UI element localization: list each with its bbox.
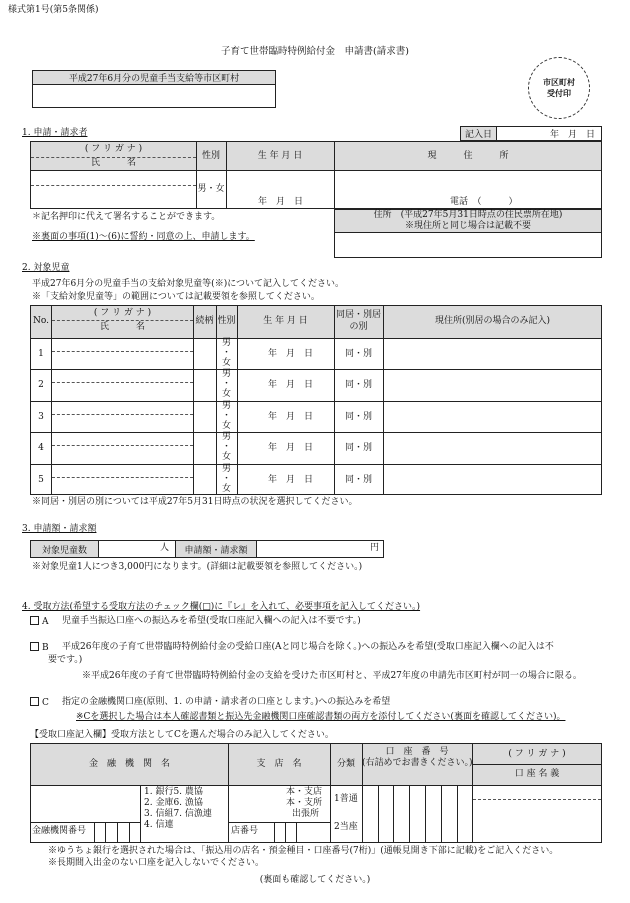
branch-code-label: 店番号 [231, 826, 259, 836]
child-row-no: 2 [38, 380, 44, 390]
option-c-label: C [42, 698, 49, 708]
option-b[interactable] [30, 642, 49, 654]
option-b-label: B [42, 643, 49, 653]
child-gender-male[interactable]: 男 [221, 464, 231, 474]
option-b-text1: 平成26年度の子育て世帯臨時特例給付金の受給口座(Aと同じ場合を除く。)への振込みを希望(受取口座記入欄への記入は不 [62, 642, 554, 652]
child-furigana-field[interactable] [52, 402, 193, 414]
bank-code-label: 金融機関番号 [32, 826, 87, 836]
child-dob[interactable]: 年 月 日 [268, 475, 314, 485]
residence-line2: ※現住所と同じ場合は記載不要 [404, 221, 531, 231]
residence-field[interactable] [334, 232, 602, 258]
child-dob[interactable]: 年 月 日 [268, 380, 314, 390]
form-number: 様式第1号(第5条関係) [8, 5, 99, 15]
account-type-current[interactable]: 2当座 [334, 822, 358, 832]
option-c-note: ※Cを選択した場合は本人確認書類と振込先金融機関口座確認書類の両方を添付してください(裏面を確認してください)。 [76, 712, 566, 722]
applicant-name-field[interactable] [31, 186, 196, 208]
child-gender-female[interactable]: 女 [221, 484, 231, 494]
stamp-line2: 受付印 [547, 88, 571, 98]
child-cohabitation[interactable]: 同・別 [344, 475, 372, 485]
applicant-gender-label: 性別 [201, 151, 220, 161]
seal-note: ＊記名押印に代えて署名することができます。 [32, 212, 221, 222]
holder-name-field[interactable] [473, 800, 601, 842]
stamp-line1: 市区町村 [543, 77, 575, 87]
child-gender-sep: ・ [221, 411, 231, 421]
child-dob[interactable]: 年 月 日 [268, 349, 314, 359]
option-b-checkbox[interactable] [30, 642, 39, 651]
applicant-address-label: 現 住 所 [427, 151, 509, 161]
col-dob: 生 年 月 日 [263, 316, 308, 326]
account-heading: 【受取口座記入欄】受取方法としてCを選んだ場合のみ記入してください。 [30, 730, 334, 740]
holder-furigana-field[interactable] [473, 786, 601, 799]
child-address-field[interactable] [384, 339, 601, 368]
child-cohabitation[interactable]: 同・別 [344, 380, 372, 390]
option-b-note: ※平成26年度の子育て世帯臨時特例給付金の支給を受けた市区町村と、平成27年度の申請先市区町村が同一の場合に限る。 [82, 671, 582, 681]
col-cohabitation: 同居・別居の別 [335, 310, 381, 332]
branch-type-3: 出張所 [292, 809, 320, 819]
child-furigana-field[interactable] [52, 339, 193, 351]
child-address-field[interactable] [384, 402, 601, 431]
amount-note: ※対象児童1人につき3,000円になります。(詳細は記載要領を参照してください。) [32, 562, 363, 572]
account-type-ordinary[interactable]: 1普通 [334, 794, 358, 804]
branch-type-2: 本・支所 [286, 798, 323, 808]
branch-type-1: 本・支店 [286, 787, 323, 797]
child-name-field[interactable] [52, 352, 193, 368]
bank-type-2: 2. 金庫6. 漁協 [144, 798, 203, 808]
bank-type-1: 1. 銀行5. 農協 [144, 787, 203, 797]
child-furigana-field[interactable] [52, 433, 193, 445]
child-row-no: 3 [38, 412, 44, 422]
col-account-number-note: (右詰めでお書きください。) [362, 758, 473, 768]
section2-heading: 2. 対象児童 [22, 263, 70, 273]
child-dob[interactable]: 年 月 日 [268, 412, 314, 422]
child-furigana-field[interactable] [52, 465, 193, 477]
child-name-field[interactable] [52, 446, 193, 462]
child-relationship-field[interactable] [194, 339, 216, 368]
entry-date-label: 記入日 [460, 126, 497, 141]
section1-heading: 1. 申請・請求者 [22, 128, 88, 138]
child-cohabitation[interactable]: 同・別 [344, 443, 372, 453]
section4-heading: 4. 受取方法(希望する受取方法のチェック欄(□)に『レ』を入れて、必要事項を記入してください。) [22, 602, 421, 612]
child-relationship-field[interactable] [194, 433, 216, 462]
applicant-phone[interactable]: 電話 （ ） [450, 197, 518, 207]
child-gender-male[interactable]: 男 [221, 338, 231, 348]
agreement-note: ※裏面の事項(1)～(6)に誓約・同意の上、申請します。 [32, 232, 255, 242]
amount-label: 申請額・請求額 [176, 541, 256, 557]
col-furigana: ( フ リ ガ ナ ) [93, 308, 152, 318]
applicant-name-label: 氏 名 [90, 158, 136, 168]
option-a-text: 児童手当振込口座への振込みを希望(受取口座記入欄への記入は不要です。) [62, 616, 361, 626]
child-gender-sep: ・ [221, 442, 231, 452]
branch-name-field[interactable] [229, 786, 279, 822]
option-c[interactable] [30, 697, 49, 709]
child-gender-female[interactable]: 女 [221, 358, 231, 368]
municipality-field[interactable] [32, 84, 276, 108]
child-gender-female[interactable]: 女 [221, 452, 231, 462]
option-a-checkbox[interactable] [30, 616, 39, 625]
branch-code-field[interactable] [275, 823, 330, 842]
children-intro1: 平成27年6月分の児童手当の支給対象児童等(※)について記入してください。 [32, 279, 345, 289]
child-count-label: 対象児童数 [31, 541, 98, 557]
option-a[interactable] [30, 616, 49, 628]
amount-field[interactable]: 円 [370, 543, 380, 553]
child-gender-sep: ・ [221, 379, 231, 389]
col-holder-name: 口 座 名 義 [514, 769, 560, 779]
child-gender-male[interactable]: 男 [221, 432, 231, 442]
bank-type-3: 3. 信組7. 信漁連 [144, 809, 212, 819]
option-a-label: A [42, 617, 49, 627]
col-name: 氏 名 [99, 322, 145, 332]
child-cohabitation[interactable]: 同・別 [344, 412, 372, 422]
child-gender-female[interactable]: 女 [221, 389, 231, 399]
child-count-field[interactable]: 人 [160, 543, 170, 553]
bank-code-field[interactable] [95, 823, 140, 842]
col-relationship: 続柄 [195, 316, 214, 326]
residence-line1: 住所 (平成27年5月31日時点の住民票所在地) [373, 210, 563, 220]
applicant-address-field[interactable] [335, 171, 601, 195]
child-relationship-field[interactable] [194, 402, 216, 431]
child-address-field[interactable] [384, 433, 601, 462]
col-branch-name: 支 店 名 [256, 759, 302, 769]
option-c-checkbox[interactable] [30, 697, 39, 706]
form-title: 子育て世帯臨時特例給付金 申請書(請求書) [221, 46, 409, 57]
municipality-header: 平成27年6月分の児童手当支給等市区町村 [32, 70, 276, 85]
child-name-field[interactable] [52, 478, 193, 494]
children-intro2: ※「支給対象児童等」の範囲については記載要領を参照してください。 [32, 292, 320, 302]
child-gender-male[interactable]: 男 [221, 369, 231, 379]
section3-heading: 3. 申請額・請求額 [22, 524, 97, 534]
child-row-no: 1 [38, 349, 44, 359]
applicant-gender-value[interactable]: 男・女 [197, 184, 225, 194]
child-row-no: 5 [38, 475, 44, 485]
child-furigana-field[interactable] [52, 370, 193, 382]
child-gender-female[interactable]: 女 [221, 421, 231, 431]
applicant-dob-value[interactable]: 年 月 日 [258, 197, 304, 207]
col-account-number: 口 座 番 号 [385, 747, 449, 757]
child-relationship-field[interactable] [194, 370, 216, 399]
col-account-type: 分類 [336, 759, 355, 769]
applicant-dob-label: 生 年 月 日 [257, 151, 303, 161]
option-c-text: 指定の金融機関口座(原則、1. の申請・請求者の口座とします。)への振込みを希望 [62, 697, 391, 707]
child-gender-sep: ・ [221, 474, 231, 484]
child-name-field[interactable] [52, 383, 193, 399]
cohabitation-note: ※同居・別居の別については平成27年5月31日時点の状況を選択してください。 [32, 497, 358, 507]
col-child-address: 現住所(別居の場合のみ記入) [434, 316, 551, 326]
child-relationship-field[interactable] [194, 465, 216, 494]
applicant-furigana-label: ( フ リ ガ ナ ) [84, 144, 143, 154]
entry-date-field[interactable]: 年 月 日 [496, 126, 602, 141]
child-dob[interactable]: 年 月 日 [268, 443, 314, 453]
bank-name-field[interactable] [31, 786, 141, 822]
reception-stamp [528, 57, 590, 119]
yucho-note: ※ゆうちょ銀行を選択された場合は、「振込用の店名・預金種目・口座番号(7桁)」(通帳見開き下部に記載)をご記入ください。 [48, 846, 559, 856]
col-no: No. [33, 316, 49, 326]
child-cohabitation[interactable]: 同・別 [344, 349, 372, 359]
child-gender-sep: ・ [221, 348, 231, 358]
footer-note: (裏面も確認してください。) [259, 875, 371, 885]
col-holder-furigana: ( フ リ ガ ナ ) [508, 749, 566, 759]
bank-type-4: 4. 信連 [144, 820, 174, 830]
child-gender-male[interactable]: 男 [221, 401, 231, 411]
option-b-text2: 要です。) [48, 655, 83, 665]
account-number-field[interactable] [363, 786, 472, 842]
applicant-furigana-field[interactable] [31, 171, 196, 185]
child-address-field[interactable] [384, 465, 601, 494]
child-name-field[interactable] [52, 415, 193, 431]
child-row-no: 4 [38, 443, 44, 453]
col-gender: 性別 [217, 316, 236, 326]
col-bank-name: 金 融 機 関 名 [88, 759, 170, 769]
child-address-field[interactable] [384, 370, 601, 399]
inactive-account-note: ※長期間入出金のない口座を記入しないでください。 [48, 858, 265, 868]
